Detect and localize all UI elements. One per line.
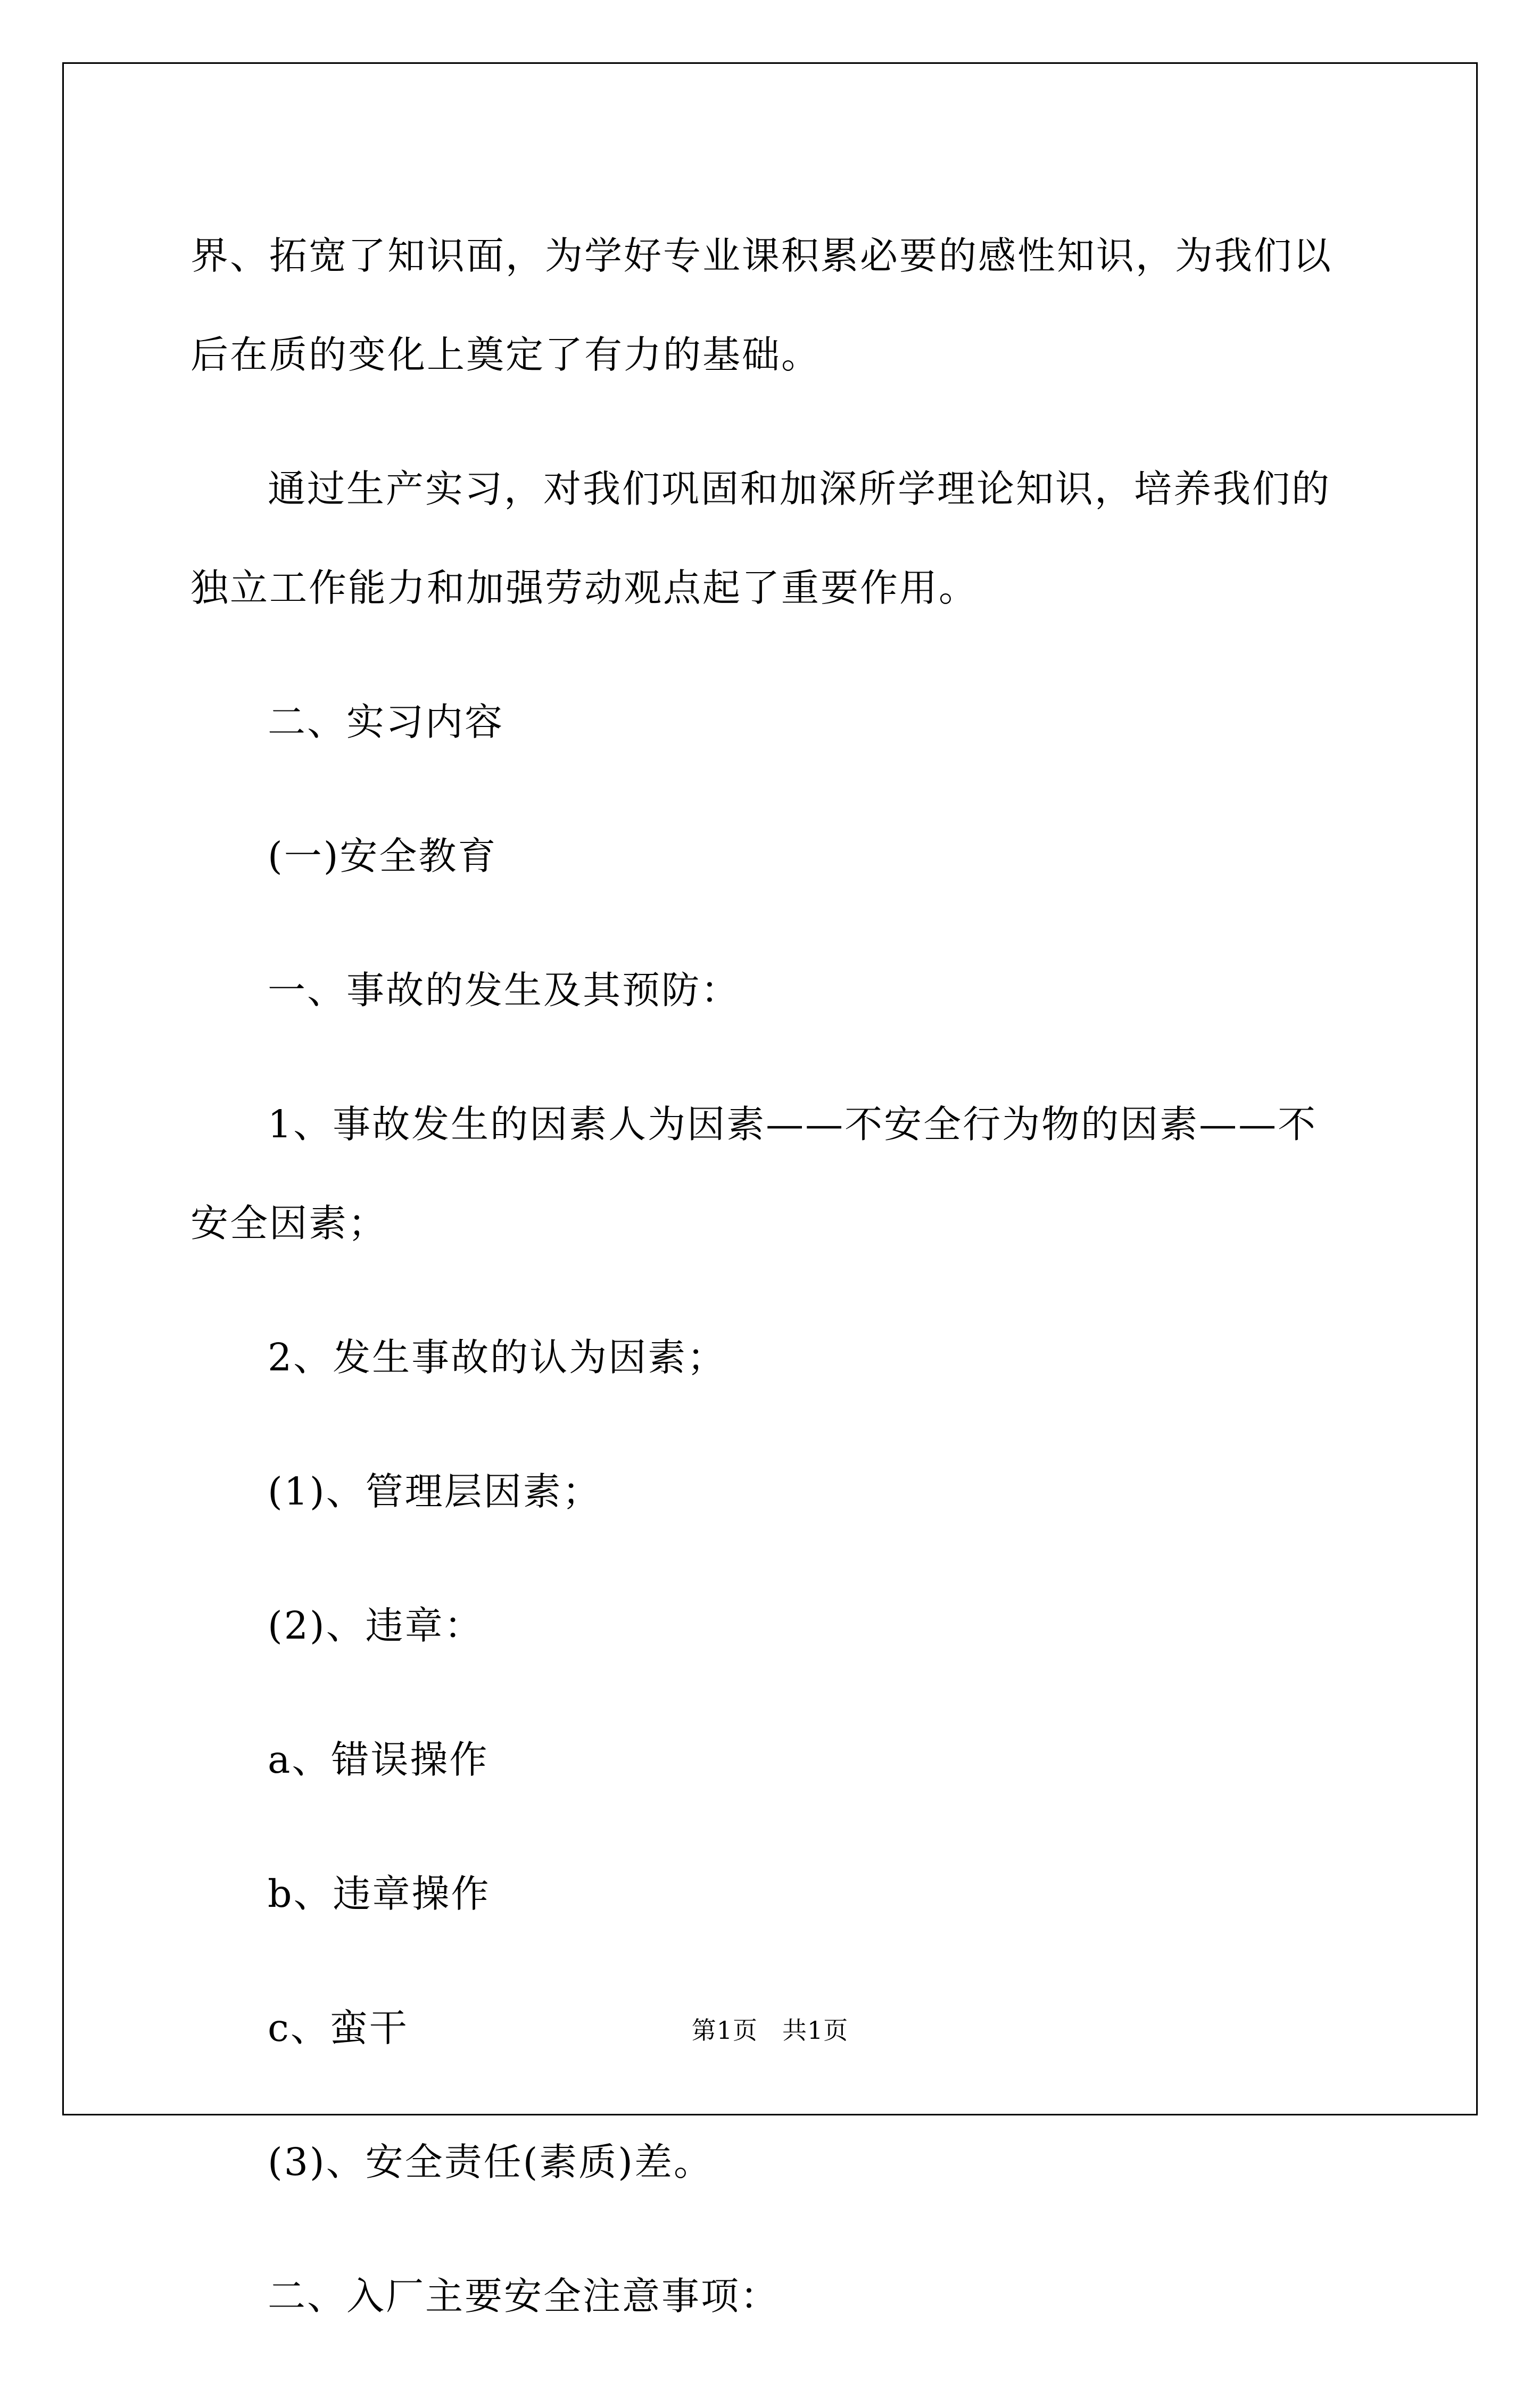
page-footer xyxy=(0,2014,1540,2046)
subsection-heading-safety-education: (一)安全教育 xyxy=(268,834,498,878)
list-item-accident-factors: 1、事故发生的因素人为因素——不安全行为物的因素——不安全因素； xyxy=(191,1102,1318,1245)
list-item-violations: (2)、违章： xyxy=(268,1603,484,1648)
list-item-wrong-operation: a、错误操作 xyxy=(268,1738,489,1782)
section-heading-internship-content: 二、实习内容 xyxy=(268,700,504,744)
list-item-human-factors: 2、发生事故的认为因素； xyxy=(268,1335,727,1379)
heading-accident-prevention: 一、事故的发生及其预防： xyxy=(268,968,741,1012)
list-item-management-factors: (1)、管理层因素； xyxy=(268,1469,602,1514)
list-item-reckless-work: c、蛮干 xyxy=(268,2006,409,2050)
list-item-illegal-operation: b、违章操作 xyxy=(268,1872,491,1916)
current-page-number: 第1页 xyxy=(691,2016,758,2045)
document-body xyxy=(191,206,1356,2381)
paragraph-1: 界、拓宽了知识面，为学好专业课积累必要的感性知识，为我们以后在质的变化上奠定了有力的基础。 xyxy=(191,234,1333,377)
list-item-poor-safety-responsibility: (3)、安全责任(素质)差。 xyxy=(268,2140,713,2184)
paragraph-2: 通过生产实习，对我们巩固和加深所学理论知识，培养我们的独立工作能力和加强劳动观点起了重要作用。 xyxy=(191,467,1331,610)
heading-factory-safety-notes: 二、入厂主要安全注意事项： xyxy=(268,2274,780,2318)
total-page-count: 共1页 xyxy=(782,2016,849,2045)
